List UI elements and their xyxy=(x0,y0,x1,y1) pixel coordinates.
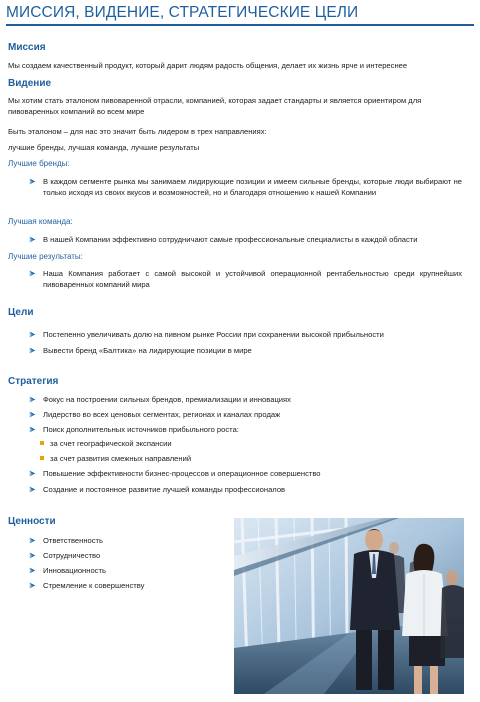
office-corridor-illustration xyxy=(234,518,464,694)
best-results-item: Наша Компания работает с самой высокой и устойчивой операционной рентабельностью среди крупнейших пивоваренных компаний мира xyxy=(30,268,462,290)
square-bullet-icon xyxy=(40,456,44,460)
value-item: Стремление к совершенству xyxy=(30,580,462,591)
triangle-bullet-icon xyxy=(29,552,36,559)
strategy-item: Создание и постоянное развитие лучшей команды профессионалов xyxy=(30,484,462,495)
triangle-bullet-icon xyxy=(29,582,36,589)
mission-text: Мы создаем качественный продукт, который дарит людям радость общения, делает их жизнь ярче и интереснее xyxy=(8,61,408,70)
strategy-subitem: за счет развития смежных направлений xyxy=(40,453,460,464)
title-underline xyxy=(6,24,474,26)
strategy-item: Поиск дополнительных источников прибыльного роста: xyxy=(30,424,462,435)
goal-item: Вывести бренд «Балтика» на лидирующие позиции в мире xyxy=(30,345,462,356)
best-brands-heading: Лучшие бренды: xyxy=(8,159,70,168)
best-team-item: В нашей Компании эффективно сотрудничают самые профессиональные специалисты в каждой области xyxy=(30,234,462,245)
strategy-subitem: за счет географической экспансии xyxy=(40,438,460,449)
vision-leader-text: Быть эталоном – для нас это значит быть лидером в трех направлениях: xyxy=(8,127,267,136)
value-item: Ответственность xyxy=(30,535,462,546)
vision-text: Мы хотим стать эталоном пивоваренной отрасли, компанией, которая задает стандарты и является ориентиром для пивоваренных компаний во всем мире xyxy=(8,96,422,116)
value-item: Инновационность xyxy=(30,565,462,576)
vision-heading: Видение xyxy=(8,78,52,89)
triangle-bullet-icon xyxy=(29,236,36,243)
triangle-bullet-icon xyxy=(29,567,36,574)
triangle-bullet-icon xyxy=(29,270,36,277)
strategy-item: Фокус на построении сильных брендов, премиализации и инновациях xyxy=(30,394,462,405)
triangle-bullet-icon xyxy=(29,426,36,433)
best-brands-item: В каждом сегменте рынка мы занимаем лидирующие позиции и имеем сильные бренды, которые люди выбирают не только исходя из своих вкусов и возможностей, но и благодаря отношению к нашей Компании xyxy=(30,176,462,198)
strategy-item: Повышение эффективности бизнес-процессов и операционное совершенство xyxy=(30,468,462,479)
triangle-bullet-icon xyxy=(29,178,36,185)
value-item: Сотрудничество xyxy=(30,550,462,561)
triangle-bullet-icon xyxy=(29,537,36,544)
triangle-bullet-icon xyxy=(29,347,36,354)
triangle-bullet-icon xyxy=(29,331,36,338)
goals-heading: Цели xyxy=(8,307,34,318)
best-results-heading: Лучшие результаты: xyxy=(8,252,83,261)
best-team-heading: Лучшая команда: xyxy=(8,217,73,226)
triangle-bullet-icon xyxy=(29,470,36,477)
triangle-bullet-icon xyxy=(29,396,36,403)
strategy-heading: Стратегия xyxy=(8,376,59,387)
page-title: МИССИЯ, ВИДЕНИЕ, СТРАТЕГИЧЕСКИЕ ЦЕЛИ xyxy=(6,4,359,21)
vision-directions-text: лучшие бренды, лучшая команда, лучшие результаты xyxy=(8,143,200,152)
goal-item: Постепенно увеличивать долю на пивном рынке России при сохранении высокой прибыльности xyxy=(30,329,462,340)
triangle-bullet-icon xyxy=(29,411,36,418)
square-bullet-icon xyxy=(40,441,44,445)
mission-heading: Миссия xyxy=(8,42,46,53)
business-team-photo xyxy=(234,518,464,694)
strategy-item: Лидерство во всех ценовых сегментах, регионах и каналах продаж xyxy=(30,409,462,420)
values-heading: Ценности xyxy=(8,516,56,527)
triangle-bullet-icon xyxy=(29,486,36,493)
